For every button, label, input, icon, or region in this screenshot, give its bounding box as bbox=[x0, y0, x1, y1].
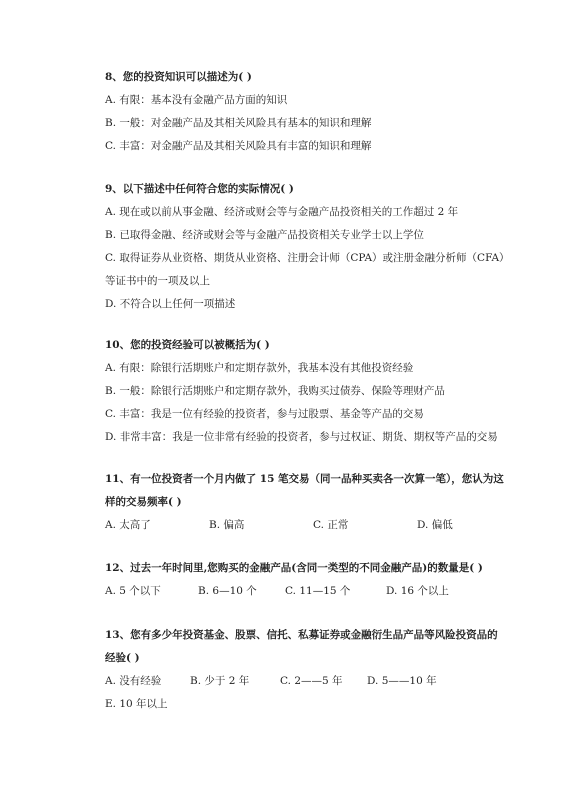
question-10 bbox=[105, 334, 505, 449]
question-13-option-c: C. 2——5 年 bbox=[280, 675, 343, 687]
question-12-options bbox=[105, 580, 505, 603]
question-9-option-a: A. 现在或以前从事金融、经济或财会等与金融产品投资相关的工作超过 2 年 bbox=[105, 206, 459, 218]
question-11-title-line-2: 样的交易频率( ) bbox=[105, 496, 182, 508]
question-8-option-a: A. 有限：基本没有金融产品方面的知识 bbox=[105, 94, 288, 106]
question-11-options bbox=[105, 514, 505, 537]
question-11-option-d: D. 偏低 bbox=[417, 519, 453, 531]
question-8 bbox=[105, 66, 505, 158]
question-9 bbox=[105, 178, 510, 316]
question-12-title: 12、过去一年时间里,您购买的金融产品(含同一类型的不同金融产品)的数量是( ) bbox=[105, 562, 483, 574]
question-8-option-c: C. 丰富：对金融产品及其相关风险具有丰富的知识和理解 bbox=[105, 140, 372, 152]
question-8-option-b: B. 一般：对金融产品及其相关风险具有基本的知识和理解 bbox=[105, 117, 372, 129]
question-9-option-c-continued: 等证书中的一项及以上 bbox=[105, 275, 210, 287]
question-12-option-d: D. 16 个以上 bbox=[386, 585, 449, 597]
question-9-option-c: C. 取得证券从业资格、期货从业资格、注册会计师（CPA）或注册金融分析师（CFA） bbox=[105, 252, 510, 264]
question-13-option-a: A. 没有经验 bbox=[105, 675, 162, 687]
question-10-option-a: A. 有限：除银行活期账户和定期存款外，我基本没有其他投资经验 bbox=[105, 362, 414, 374]
question-12 bbox=[105, 557, 505, 603]
question-9-option-d: D. 不符合以上任何一项描述 bbox=[105, 298, 236, 310]
question-10-option-c: C. 丰富：我是一位有经验的投资者，参与过股票、基金等产品的交易 bbox=[105, 408, 424, 420]
question-10-title: 10、您的投资经验可以被概括为( ) bbox=[105, 339, 270, 351]
question-10-option-b: B. 一般：除银行活期账户和定期存款外，我购买过债券、保险等理财产品 bbox=[105, 385, 445, 397]
question-9-option-b: B. 已取得金融、经济或财会等与金融产品投资相关专业学士以上学位 bbox=[105, 229, 424, 241]
question-12-option-c: C. 11—15 个 bbox=[285, 585, 351, 597]
question-13-title-line-1: 13、您有多少年投资基金、股票、信托、私募证券或金融衍生品产品等风险投资品的 bbox=[105, 629, 498, 641]
question-8-title: 8、您的投资知识可以描述为( ) bbox=[105, 71, 252, 83]
question-12-option-a: A. 5 个以下 bbox=[105, 585, 161, 597]
question-11-title-line-1: 11、有一位投资者一个月内做了 15 笔交易（同一品种买卖各一次算一笔），您认为这 bbox=[105, 473, 504, 485]
question-10-option-d: D. 非常丰富：我是一位非常有经验的投资者，参与过权证、期货、期权等产品的交易 bbox=[105, 431, 498, 443]
question-11-option-c: C. 正常 bbox=[313, 519, 349, 531]
question-13-title-line-2: 经验( ) bbox=[105, 652, 140, 664]
question-12-option-b: B. 6—10 个 bbox=[198, 585, 257, 597]
question-13-option-b: B. 少于 2 年 bbox=[190, 675, 250, 687]
question-11-option-b: B. 偏高 bbox=[209, 519, 245, 531]
question-11-option-a: A. 太高了 bbox=[105, 519, 151, 531]
question-9-title: 9、以下描述中任何符合您的实际情况( ) bbox=[105, 183, 294, 195]
question-13-option-d: D. 5——10 年 bbox=[367, 675, 437, 687]
question-13-option-e: E. 10 年以上 bbox=[105, 698, 168, 710]
question-13-options bbox=[105, 670, 505, 693]
question-11 bbox=[105, 468, 505, 537]
question-13 bbox=[105, 624, 505, 716]
